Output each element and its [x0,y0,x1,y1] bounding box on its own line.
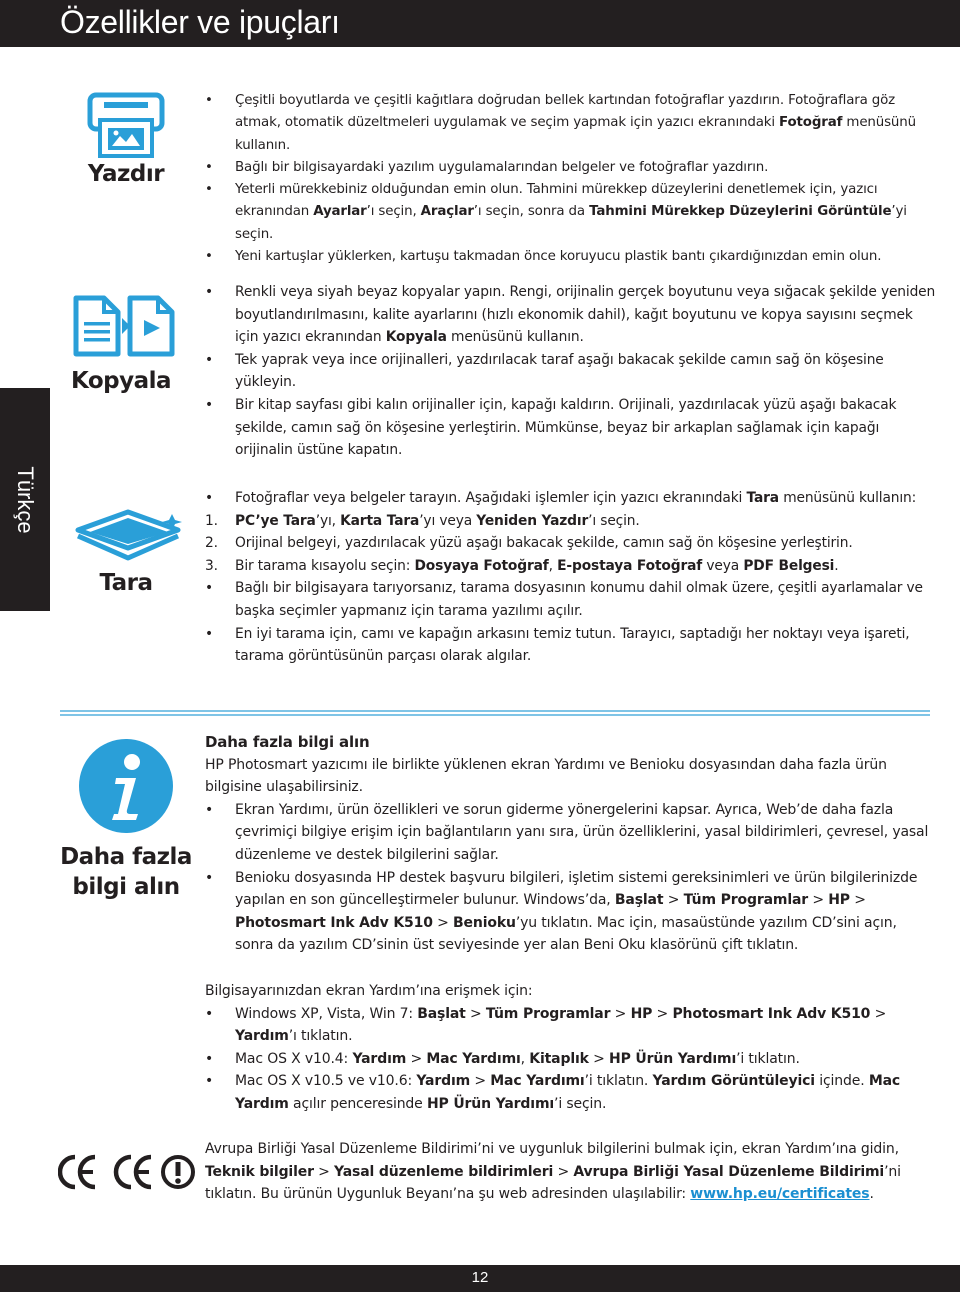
certificates-link[interactable]: www.hp.eu/certificates [690,1186,870,1203]
list-item: • Bağlı bir bilgisayardaki yazılım uygulamalarından belgeler ve fotoğraflar yazdırın. [205,157,940,179]
list-item: • Fotoğraflar veya belgeler tarayın. Aşağıdaki işlemler için yazıcı ekranındaki Tara menüsünü kullanın: [205,487,940,510]
info-intro: HP Photosmart yazıcımı ile birlikte yüklenen ekran Yardımı ve Benioku dosyasından daha fazla ürün bilgisine ulaşabilirsiniz. [205,756,887,796]
info-icon [78,738,174,834]
copy-documents-icon [72,294,180,358]
numbered-step: 3. Bir tarama kısayolu seçin: Dosyaya Fotoğraf, E-postaya Fotoğraf veya PDF Belgesi. [205,557,839,574]
printer-icon [86,92,166,158]
list-item: • Ekran Yardımı, ürün özellikleri ve sorun giderme yönergelerini kapsar. Ayrıca, Web’de daha fazla çevrimiçi bilgiye erişim için bağlantıların yanı sıra, ürün özelliklerini, yasal bildirimleri, çevresel, yasal düzenleme ve destek bilgilerini sağlar. [205,799,937,867]
info-section-text [205,731,937,957]
print-section-text [205,90,940,268]
scanner-icon [72,506,188,566]
scan-section-text [205,487,940,668]
section-divider [60,710,930,716]
list-item: • Çeşitli boyutlarda ve çeşitli kağıtlara doğrudan bellek kartından fotoğraflar yazdırın. Fotoğraflara göz atmak, otomatik düzeltmeleri uygulamak ve seçim yapmak için yazıcı ekranındaki Fotoğraf menüsünü kullanın. [205,90,940,157]
numbered-step: 1. PC’ye Tara’yı, Karta Tara’yı veya Yeniden Yazdır’ı seçin. [205,512,640,529]
numbered-step: 2. Orijinal belgeyi, yazdırılacak yüzü aşağı bakacak şekilde, camın sağ ön köşesine yerleştirin. [205,535,853,552]
language-tab [0,388,50,611]
info-section-label [56,842,196,902]
list-item: • Tek yaprak veya ince orijinalleri, yazdırılacak taraf aşağı bakacak şekilde camın sağ ön köşesine yükleyin. [205,349,940,394]
list-item: • Yeterli mürekkebiniz olduğundan emin olun. Tahmini mürekkep düzeylerini denetlemek için, yazıcı ekranından Ayarlar’ı seçin, Araçlar’ı seçin, sonra da Tahmini Mürekkep Düzeylerini Görüntüle’yi seçin. [205,179,940,246]
list-item: • Bağlı bir bilgisayara tarıyorsanız, tarama dosyasının konumu dahil olmak üzere, çeşitli ayarlamalar ve başka seçimler yapmanız için tarama yazılımı açılır. [205,577,940,622]
help-access-title: Bilgisayarınızdan ekran Yardım’ına erişmek için: [205,983,533,999]
header-bar [0,0,960,47]
list-item: • Mac OS X v10.4: Yardım > Mac Yardımı, Kitaplık > HP Ürün Yardımı’i tıklatın. [205,1048,937,1071]
list-item: • Mac OS X v10.5 ve v10.6: Yardım > Mac Yardımı’i tıklatın. Yardım Görüntüleyici içinde. Mac Yardım açılır penceresinde HP Ürün Yardımı’i seçin. [205,1070,937,1115]
list-item: • Bir kitap sayfası gibi kalın orijinaller için, kapağı kaldırın. Orijinali, yazdırılacak yüzü aşağı bakacak şekilde, camın sağ ön köşesine yerleştirin. Mümkünse, beyaz bir arkaplan sağlamak için kapağı orijinalin üstüne kapatın. [205,394,940,462]
language-tab-label: Türkçe [13,465,38,534]
info-label-line-2: bilgi alın [72,874,180,900]
list-item: • Renkli veya siyah beyaz kopyalar yapın. Rengi, orijinalin gerçek boyutunu veya sığacak şekilde yeniden boyutlandırılmasını, kalite ayarlarını (hızlı ekonomik dahil), kağıt boyutunu ve kopya sayısını seçmek için yazıcı ekranından Kopyala menüsünü kullanın. [205,281,940,349]
ce-marks-icon [58,1154,198,1190]
page-title: Özellikler ve ipuçları [60,4,340,40]
help-access-text [205,980,937,1116]
print-section-label: Yazdır [87,161,165,187]
info-title: Daha fazla bilgi alın [205,733,370,751]
page-number: 12 [471,1269,489,1286]
list-item: • Windows XP, Vista, Win 7: Başlat > Tüm Programlar > HP > Photosmart Ink Adv K510 > Yardım’ı tıklatın. [205,1003,937,1048]
regulatory-text: Avrupa Birliği Yasal Düzenleme Bildirimi’ni ve uygunluk bilgilerini bulmak için, ekran Yardım’ına gidin, Teknik bilgiler > Yasal düzenleme bildirimleri > Avrupa Birliği Yasal Düzenleme Bildirimi’ni tıklatın. Bu ürünün Uygunluk Beyanı’na şu web adresinden ulaşılabilir: www.hp.eu/certificates. [205,1141,901,1203]
list-item: • Yeni kartuşlar yüklerken, kartuşu takmadan önce koruyucu plastik bantı çıkardığınızdan emin olun. [205,246,940,268]
info-label-line-1: Daha fazla [60,844,192,870]
copy-section-label: Kopyala [70,368,172,394]
list-item: • En iyi tarama için, camı ve kapağın arkasını temiz tutun. Tarayıcı, saptadığı her noktayı veya işareti, tarama görüntüsünün parçası olarak algılar. [205,623,940,668]
list-item: • Benioku dosyasında HP destek başvuru bilgileri, işletim sistemi gereksinimleri ve ürün bilgilerinizde yapılan en son güncelleştirmeler bulunur. Windows’da, Başlat > Tüm Programlar > HP > Photosmart Ink Adv K510 > Benioku’yu tıklatın. Mac için, masaüstünde yazılım CD’sini açın, sonra da yazılım CD’sinin üst seviyesinde yer alan Beni Oku klasörünü çift tıklatın. [205,867,937,957]
scan-section-label: Tara [99,570,153,596]
copy-section-text [205,281,940,462]
footer-bar [0,1265,960,1292]
